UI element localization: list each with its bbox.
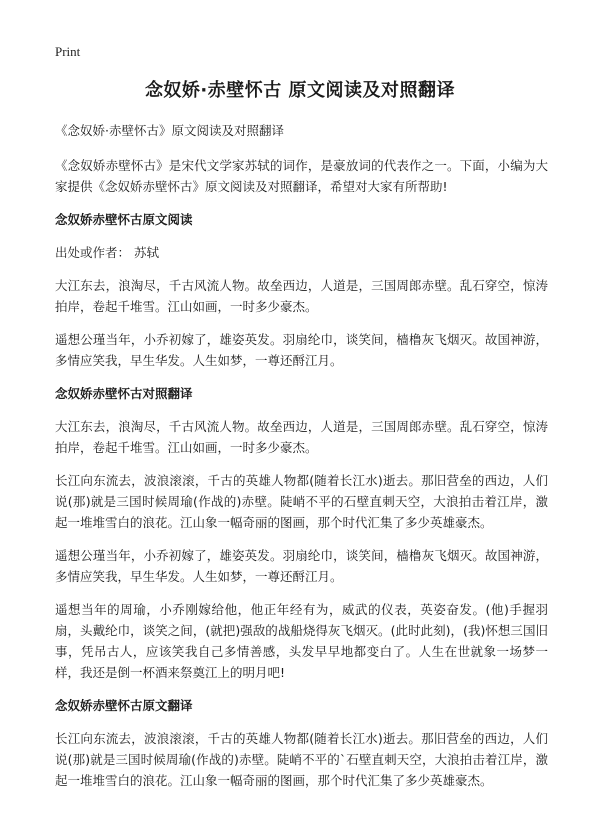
translation-text-1: 长江向东流去，波浪滚滚，千古的英雄人物都(随着长江水)逝去。那旧营垒的西边，人们说(那)就是三国时候周瑜(作战的)赤壁。陡峭不平的石壁直刺天空，大浪拍击着江岸，激起一堆堆雪白的浪花。江山象一幅奇丽的图画，那个时代汇集了多少英雄豪杰。 <box>55 473 548 530</box>
intro-paragraph: 《念奴娇赤壁怀古》是宋代文学家苏轼的词作，是豪放词的代表作之一。下面，小编为大家提供《念奴娇赤壁怀古》原文阅读及对照翻译，希望对大家有所帮助! <box>55 158 548 194</box>
original-paragraph-1: 大江东去，浪淘尽，千古风流人物。故垒西边，人道是，三国周郎赤壁。乱石穿空，惊涛拍岸，卷起千堆雪。江山如画，一时多少豪杰。 <box>55 278 548 314</box>
translation-original-2: 遥想公瑾当年，小乔初嫁了，雄姿英发。羽扇纶巾，谈笑间，樯橹灰飞烟灭。故国神游，多情应笑我，早生华发。人生如梦，一尊还酹江月。 <box>55 548 548 584</box>
translation-original-1: 大江东去，浪淘尽，千古风流人物。故垒西边，人道是，三国周郎赤壁。乱石穿空，惊涛拍岸，卷起千堆雪。江山如画，一时多少豪杰。 <box>55 419 548 455</box>
author-line: 出处或作者： 苏轼 <box>55 245 159 260</box>
translation-text-2: 遥想当年的周瑜，小乔刚嫁给他，他正年经有为，威武的仪表，英姿奋发。(他)手握羽扇，头戴纶巾，谈笑之间，(就把)强敌的战船烧得灰飞烟灭。(此时此刻)，(我)怀想三国旧事，凭吊古人，应该笑我自己多情善感，头发早早地都变白了。人生在世就象一场梦一样，我还是倒一杯酒来祭奠江上的明月吧! <box>55 602 548 680</box>
original-translation-paragraph: 长江向东流去，波浪滚滚，千古的英雄人物都(随着长江水)逝去。那旧营垒的西边，人们说(那)就是三国时候周瑜(作战的)赤壁。陡峭不平的`石壁直刺天空，大浪拍击着江岸，激起一堆堆雪白的浪花。江山象一幅奇丽的图画，那个时代汇集了多少英雄豪杰。 <box>55 731 548 788</box>
section-heading-original-translation: 念奴娇赤壁怀古原文翻译 <box>55 698 193 713</box>
page-title: 念奴娇·赤壁怀古 原文阅读及对照翻译 <box>144 80 456 101</box>
print-link[interactable]: Print <box>55 44 81 59</box>
section-heading-translation: 念奴娇赤壁怀古对照翻译 <box>55 386 193 401</box>
original-paragraph-2: 遥想公瑾当年，小乔初嫁了，雄姿英发。羽扇纶巾，谈笑间，樯橹灰飞烟灭。故国神游，多情应笑我，早生华发。人生如梦，一尊还酹江月。 <box>55 332 548 368</box>
article-body <box>55 120 548 803</box>
article-subtitle: 《念奴娇·赤壁怀古》原文阅读及对照翻译 <box>55 123 284 138</box>
section-heading-original: 念奴娇赤壁怀古原文阅读 <box>55 212 193 227</box>
